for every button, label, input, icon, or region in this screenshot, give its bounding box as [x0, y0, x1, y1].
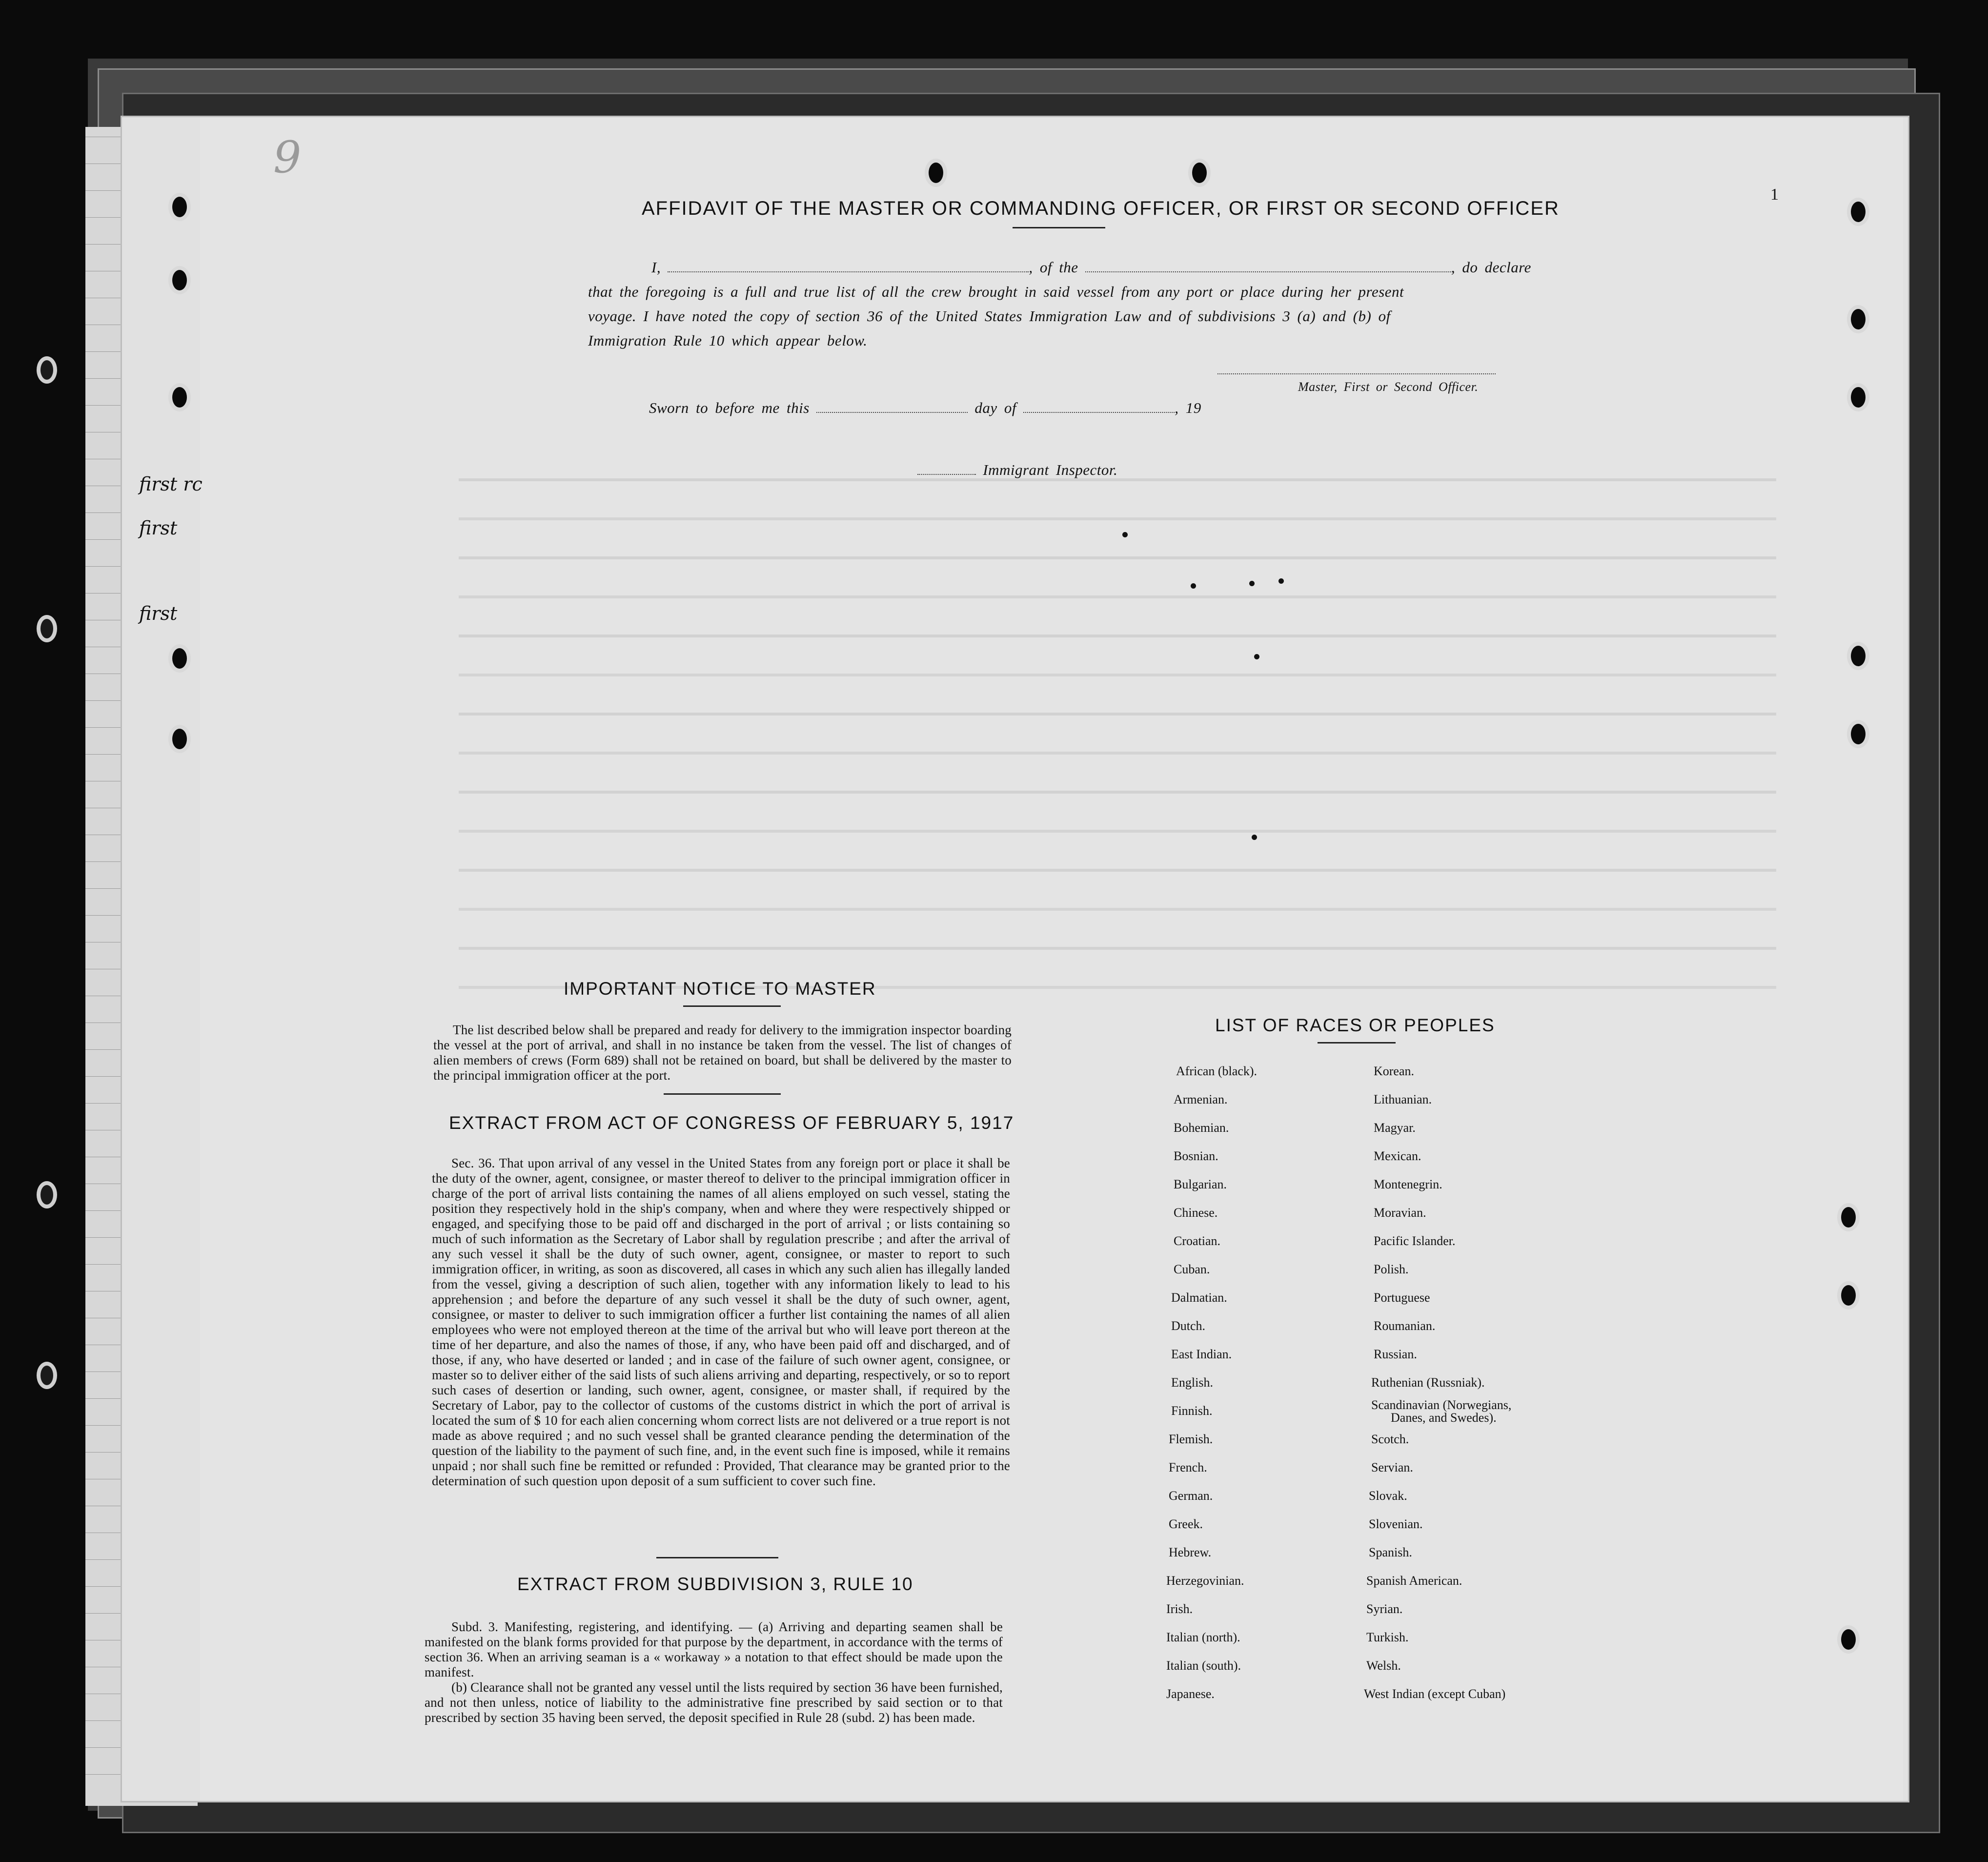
master-signature-blank[interactable] [1217, 373, 1496, 374]
race-item: Cuban. [1174, 1262, 1210, 1276]
affidavit-of-the: , of the [1029, 259, 1078, 276]
punch-hole [168, 193, 191, 221]
race-item: Korean. [1374, 1064, 1415, 1078]
race-item: Italian (north). [1166, 1630, 1240, 1644]
vessel-blank[interactable] [1085, 271, 1451, 272]
name-blank[interactable] [668, 271, 1029, 272]
sworn-year: , 19 [1175, 399, 1201, 416]
rule-para-b: (b) Clearance shall not be granted any vessel until the lists required by section 36 have been furnished, and not then unless, notice of liability to the administrative fine prescribed by said section or to that prescribed by section 35 having been served, the deposit specified in Rule 28 (subd. 2) has been made. [425, 1680, 1003, 1725]
race-item: Bohemian. [1174, 1121, 1229, 1135]
race-item: East Indian. [1171, 1347, 1232, 1361]
sworn-prefix: Sworn to before me this [649, 399, 810, 416]
race-item: Magyar. [1374, 1121, 1416, 1135]
punch-hole [168, 266, 191, 294]
affidavit-i: I, [651, 259, 661, 276]
race-item: Turkish. [1366, 1630, 1409, 1644]
ink-speck [1252, 835, 1257, 840]
race-item: Finnish. [1171, 1404, 1213, 1418]
punch-hole [1847, 383, 1869, 411]
rule-extract-body [425, 1619, 1003, 1725]
document-page [122, 117, 1908, 1801]
punch-hole [37, 1181, 57, 1208]
ink-speck [1254, 654, 1259, 659]
race-item: Irish. [1166, 1602, 1193, 1616]
punch-hole [1837, 1625, 1860, 1654]
notice-body: The list described below shall be prepared and ready for delivery to the immigration inspector boarding the vessel at the port of arrival, and shall in no instance be taken from the vessel. The list of changes of alien members of crews (Form 689) shall not be retained on board, but shall be delivered by the master to the principal immigration officer at the port. [433, 1023, 1012, 1083]
race-item: Italian (south). [1166, 1658, 1241, 1673]
ink-speck [1249, 581, 1255, 586]
race-item: Slovak. [1369, 1489, 1407, 1503]
punch-hole [1837, 1281, 1860, 1310]
sworn-month-blank[interactable] [1023, 412, 1175, 413]
affidavit-line-3: voyage. I have noted the copy of section 36 of the United States Immigration Law and of subdivisions 3 (a) and (b) of [588, 307, 1391, 325]
race-item: Montenegrin. [1374, 1177, 1442, 1191]
inspector-blank[interactable] [917, 474, 976, 475]
race-item: Pacific Islander. [1374, 1234, 1456, 1248]
act-extract-title: EXTRACT FROM ACT OF CONGRESS OF FEBRUARY 5, 1917 [449, 1113, 1014, 1133]
handwritten-margin-note: first [139, 603, 178, 624]
race-item: West Indian (except Cuban) [1364, 1687, 1506, 1701]
divider [683, 1005, 781, 1007]
race-item: Greek. [1169, 1517, 1203, 1531]
affidavit-line-1 [651, 259, 1531, 276]
race-item: Spanish. [1369, 1545, 1412, 1559]
handwritten-margin-note: first [139, 517, 178, 539]
race-item: Bulgarian. [1174, 1177, 1227, 1191]
punch-hole [925, 159, 947, 187]
rule-extract-title: EXTRACT FROM SUBDIVISION 3, RULE 10 [517, 1574, 913, 1594]
race-item: Lithuanian. [1374, 1092, 1432, 1106]
punch-hole [1188, 159, 1211, 187]
master-signature-label: Master, First or Second Officer. [1298, 380, 1479, 394]
race-item: Welsh. [1366, 1658, 1401, 1673]
race-item: Bosnian. [1174, 1149, 1218, 1163]
race-item: French. [1169, 1460, 1207, 1474]
divider [664, 1093, 781, 1095]
sworn-line [649, 399, 1201, 417]
race-item: Servian. [1371, 1460, 1413, 1474]
race-item: Ruthenian (Russniak). [1371, 1375, 1485, 1390]
act-extract-body: Sec. 36. That upon arrival of any vessel in the United States from any foreign port or place it shall be the duty of the owner, agent, consignee, or master thereof to deliver to the principal immigration officer in charge of the port of arrival lists containing the names of all aliens employed on such vessel, stating the position they respectively hold in the ship's company, when and where they were respectively shipped or engaged, and specifying those to be paid off and discharged in the port of arrival ; or lists containing so much of such information as the Secretary of Labor shall by regulation prescribe ; and after the arrival of any such vessel it shall be the duty of such owner, agent, consignee, or master to report to such immigration officer, in writing, as soon as discovered, all cases in which any such alien has illegally landed from the vessel, giving a description of such alien, together with any information likely to lead to his apprehension ; and before the departure of any such vessel it shall be the duty of such owner, agent, consignee, or master to deliver to such immigration officer a further list containing the names of all alien employees who were not employed thereon at the time of the arrival but who will leave port thereon at the time of her departure, and also the names of those, if any, who have been paid off and discharged, and of those, if any, who have deserted or landed ; and in case of the failure of such owner agent, consignee, or master so to deliver either of the said lists of such aliens arriving and departing, respectively, or so to report such cases of desertion or landing, such owner, agent, consignee, or master shall, if required by the Secretary of Labor, pay to the collector of customs of the customs district in which the port of arrival is located the sum of $ 10 for each alien concerning whom correct lists are not delivered or a true report is not made as above required ; and no such vessel shall be granted clearance pending the determination of the question of the liability to the payment of such fine, and, in the event such fine is imposed, while it remains unpaid ; nor shall such fine be remitted or refunded : Provided, That clearance may be granted prior to the determination of such question upon deposit of a sum sufficient to cover such fine. [432, 1156, 1010, 1488]
race-item: Japanese. [1166, 1687, 1215, 1701]
affidavit-line-2: that the foregoing is a full and true list of all the crew brought in said vessel from any port or place during her present [588, 283, 1404, 300]
race-item: Croatian. [1174, 1234, 1221, 1248]
page-face [200, 117, 1903, 1801]
punch-hole [37, 356, 57, 384]
page-number: 1 [1770, 185, 1779, 204]
sworn-day-blank[interactable] [816, 412, 968, 413]
race-item: German. [1169, 1489, 1213, 1503]
race-item: Dalmatian. [1171, 1290, 1227, 1305]
handwritten-top-mark: 9 [273, 132, 302, 183]
punch-hole [1837, 1203, 1860, 1231]
punch-hole [1847, 198, 1869, 226]
race-item: Polish. [1374, 1262, 1409, 1276]
punch-hole [168, 644, 191, 673]
affidavit-declare: , do declare [1451, 259, 1531, 276]
affidavit-line-4: Immigration Rule 10 which appear below. [588, 332, 868, 349]
divider [1318, 1042, 1396, 1044]
affidavit-title: AFFIDAVIT OF THE MASTER OR COMMANDING OFFICER, OR FIRST OR SECOND OFFICER [642, 198, 1560, 219]
punch-hole [1847, 720, 1869, 748]
punch-hole [1847, 305, 1869, 333]
punch-hole [37, 615, 57, 642]
ink-speck [1122, 532, 1128, 537]
ink-speck [1278, 578, 1284, 584]
race-item: English. [1171, 1375, 1213, 1390]
punch-hole [168, 383, 191, 411]
rule-para-a: Subd. 3. Manifesting, registering, and identifying. — (a) Arriving and departing seamen shall be manifested on the blank forms provided for that purpose by the department, in accordance with the terms of section 36. When an arriving seaman is a « workaway » a notation to that effect should be made upon the manifest. [425, 1619, 1003, 1679]
divider [1013, 227, 1105, 228]
race-item: Syrian. [1366, 1602, 1403, 1616]
notice-title: IMPORTANT NOTICE TO MASTER [564, 979, 876, 999]
race-item: Armenian. [1174, 1092, 1228, 1106]
race-item: Roumanian. [1374, 1319, 1436, 1333]
race-item: Chinese. [1174, 1206, 1218, 1220]
race-item: Hebrew. [1169, 1545, 1212, 1559]
race-item: African (black). [1176, 1064, 1258, 1078]
ink-speck [1191, 583, 1196, 589]
race-item: Mexican. [1374, 1149, 1421, 1163]
race-item: Moravian. [1374, 1206, 1426, 1220]
race-item: Scotch. [1371, 1432, 1409, 1446]
handwritten-margin-note: first rc [139, 473, 203, 495]
race-item: Herzegovinian. [1166, 1574, 1244, 1588]
punch-hole [1847, 642, 1869, 670]
punch-hole [168, 725, 191, 753]
divider [656, 1557, 778, 1558]
race-item: Spanish American. [1366, 1574, 1462, 1588]
races-title: LIST OF RACES OR PEOPLES [1215, 1015, 1495, 1035]
race-item: Danes, and Swedes). [1391, 1411, 1497, 1425]
inspector-label: Immigrant Inspector. [983, 461, 1118, 478]
race-item: Slovenian. [1369, 1517, 1423, 1531]
race-item: Scandinavian (Norwegians, [1371, 1398, 1512, 1412]
race-item: Russian. [1374, 1347, 1417, 1361]
race-item: Portuguese [1374, 1290, 1430, 1305]
race-item: Flemish. [1169, 1432, 1213, 1446]
race-item: Dutch. [1171, 1319, 1206, 1333]
punch-hole [37, 1362, 57, 1389]
inspector-line [917, 461, 1117, 479]
sworn-day-of: day of [974, 399, 1016, 416]
